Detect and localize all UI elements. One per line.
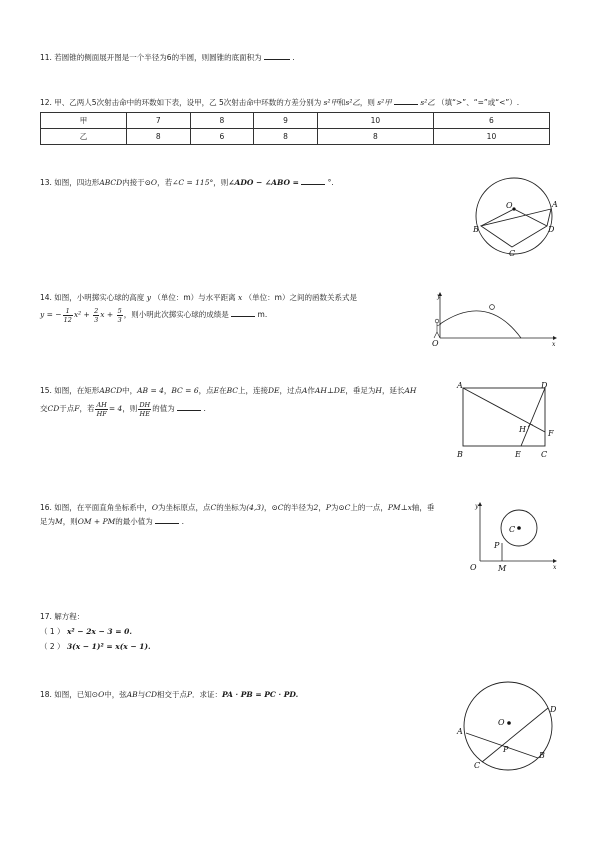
q16-c: C — [210, 503, 217, 512]
q17-part-1 — [40, 625, 132, 638]
label-O: O — [498, 718, 505, 727]
label-C: C — [509, 249, 516, 258]
question-16 — [40, 501, 434, 514]
q15-bc2: BC — [226, 386, 238, 395]
axis-y-label: y — [437, 293, 441, 300]
q16-expr: OM + PM — [77, 517, 116, 526]
q14-eq: x² + — [73, 310, 90, 319]
q15-bc: BC = 6 — [171, 386, 199, 395]
row-label: 乙 — [41, 129, 127, 145]
q18-text: 与 — [137, 690, 146, 699]
label-B: B — [539, 751, 545, 760]
axis-x-label: x — [552, 341, 556, 348]
origin-label: O — [432, 339, 439, 348]
q17-title: 17. 解方程： — [40, 612, 85, 621]
label-A: A — [457, 727, 463, 736]
q15-ab: AB = 4 — [137, 386, 164, 395]
frac-num: AH — [96, 400, 107, 409]
q16-text: 为 — [330, 503, 339, 512]
q16-figure — [465, 498, 560, 573]
label-M: M — [498, 564, 507, 573]
q14-text: （单位：m）之间的函数关系式是 — [244, 293, 357, 302]
label-O: O — [506, 201, 513, 210]
q15-cd: CD — [47, 404, 60, 413]
frac-num: 5 — [117, 306, 122, 315]
q13-circle: ⊙O — [144, 178, 158, 187]
table-cell: 8 — [127, 129, 191, 145]
q16-m: M — [55, 517, 63, 526]
q15-text: 作 — [307, 386, 315, 395]
q16-o: O — [151, 503, 158, 512]
q18-p: P — [186, 690, 193, 699]
q12-then: ，则 — [359, 98, 375, 107]
part-number: （ 2 ） — [40, 642, 65, 651]
q18-text: 中，弦 — [104, 690, 127, 699]
q14-text: （单位：m）与水平距离 — [153, 293, 236, 302]
row-label: 甲 — [41, 113, 127, 129]
table-row — [41, 113, 550, 129]
table-cell: 6 — [190, 129, 254, 145]
q15-text: 15. 如图，在矩形 — [40, 386, 100, 395]
q17-part-2 — [40, 640, 151, 653]
q16-text: 的坐标为 — [216, 503, 247, 512]
q13-text: 内接于 — [122, 178, 145, 187]
score-table — [40, 112, 550, 145]
q14-figure — [425, 288, 560, 348]
q15-rect: ABCD — [99, 386, 123, 395]
q16-text: 的最小值为 — [115, 517, 153, 526]
q14-text: 14. 如图，小明掷实心球的高度 — [40, 293, 145, 302]
label-F: F — [548, 429, 554, 438]
q14-unit: m. — [257, 310, 268, 319]
label-A: A — [457, 381, 463, 390]
answer-blank — [301, 176, 325, 185]
q16-text: 为坐标原点，点 — [157, 503, 211, 512]
q14-y: y — [146, 293, 151, 302]
question-16-line2 — [40, 515, 184, 528]
label-H: H — [519, 425, 526, 434]
table-cell: 6 — [433, 113, 549, 129]
q15-text: 的值为 — [152, 404, 175, 413]
q16-text: ，则 — [62, 517, 78, 526]
q15-text: 中， — [122, 386, 138, 395]
frac-num: DH — [139, 400, 151, 409]
q15-text: 交 — [40, 404, 48, 413]
q15-de: DE — [268, 386, 280, 395]
q16-text: 16. 如图，在平面直角坐标系中， — [40, 503, 152, 512]
table-row — [41, 129, 550, 145]
axis-y-label: y — [475, 503, 479, 510]
q18-text: 18. 如图，已知⊙ — [40, 690, 99, 699]
q14-text: ，则小明此次掷实心球的成绩是 — [123, 310, 229, 319]
q13-text: ，若 — [157, 178, 173, 187]
q15-eq: = 4 — [108, 404, 123, 413]
equation-1: x² − 2x − 3 = 0. — [66, 627, 132, 636]
question-15 — [40, 384, 416, 397]
q18-text: 相交于点 — [156, 690, 187, 699]
variance-jia-2: s²甲 — [377, 98, 392, 107]
label-D: D — [548, 225, 555, 234]
q15-text: ，若 — [79, 404, 95, 413]
q15-figure — [455, 380, 560, 462]
variance-yi: s²乙 — [345, 98, 360, 107]
q12-text: 12. 甲、乙两人5次射击命中的环数如下表，设甲，乙 5次射击命中环数的方差分别为 — [40, 98, 322, 107]
q15-end: . — [203, 404, 206, 413]
q18-text: ．求证： — [192, 690, 223, 699]
q15-e: E — [213, 386, 220, 395]
q16-text: 足为 — [40, 517, 55, 526]
frac-den: 3 — [94, 315, 99, 324]
answer-blank — [264, 51, 290, 60]
label-B: B — [473, 225, 479, 234]
answer-blank — [155, 515, 179, 524]
table-cell: 8 — [190, 113, 254, 129]
question-15-line2 — [40, 399, 206, 419]
label-D: D — [550, 705, 557, 714]
q15-text: ，点 — [198, 386, 214, 395]
question-14 — [40, 291, 357, 304]
frac-num: 2 — [94, 306, 99, 315]
q15-text: 上，连接 — [238, 386, 268, 395]
table-cell: 9 — [254, 113, 318, 129]
q15-text: ，垂足为 — [345, 386, 376, 395]
answer-blank — [177, 402, 201, 411]
q16-text: 的半径为 — [283, 503, 314, 512]
q15-ah: AH — [404, 386, 417, 395]
frac-den: HF — [96, 409, 107, 418]
question-13 — [40, 176, 334, 189]
q18-o: O — [98, 690, 105, 699]
frac-den: 12 — [63, 315, 72, 324]
q16-p: P — [325, 503, 331, 512]
q15-a: A — [302, 386, 308, 395]
frac-num: 1 — [63, 307, 73, 316]
q13-angle: ∠C = 115° — [172, 178, 214, 187]
q18-cd: CD — [145, 690, 157, 699]
q15-text: ，则 — [122, 404, 138, 413]
answer-blank — [394, 96, 418, 105]
question-12 — [40, 96, 519, 109]
q15-text: 于点 — [59, 404, 75, 413]
label-B: B — [457, 450, 463, 459]
label-P: P — [503, 745, 509, 754]
q18-figure — [452, 680, 562, 775]
q15-f: F — [74, 404, 80, 413]
q16-r: 2 — [313, 503, 319, 512]
q13-figure — [468, 172, 560, 260]
axis-x-label: x — [553, 564, 557, 571]
q18-expr: PA · PB = PC · PD. — [222, 690, 299, 699]
equation-2: 3(x − 1)² = x(x − 1). — [66, 642, 151, 651]
variance-jia: s²甲 — [323, 98, 338, 107]
q11-end: . — [292, 53, 295, 62]
origin-label: O — [470, 563, 477, 572]
q15-text: ，延长 — [381, 386, 405, 395]
q16-text: ， — [318, 503, 326, 512]
table-cell: 10 — [433, 129, 549, 145]
table-cell: 7 — [127, 113, 191, 129]
q13-text: ，则 — [213, 178, 229, 187]
table-cell: 8 — [254, 129, 318, 145]
question-17 — [40, 610, 84, 623]
q11-text: 11. 若圆锥的侧面展开图是一个半径为6的半圆，则圆锥的底面积为 — [40, 53, 262, 62]
q14-eq: x + — [100, 310, 114, 319]
answer-blank — [231, 308, 255, 317]
label-C: C — [509, 525, 516, 534]
table-cell: 8 — [317, 129, 433, 145]
q16-text: ， — [264, 503, 272, 512]
q15-perp: AH⊥DE — [314, 386, 346, 395]
variance-yi-2: s²乙 — [420, 98, 435, 107]
q16-text: 轴，垂 — [411, 503, 435, 512]
q16-text: 上的一点， — [350, 503, 388, 512]
label-A: A — [552, 200, 558, 209]
q13-quad: ABCD — [99, 178, 123, 187]
q15-text: 在 — [219, 386, 227, 395]
label-D: D — [541, 381, 548, 390]
q12-and: 和 — [338, 98, 346, 107]
q18-ab: AB — [126, 690, 138, 699]
q16-coord: (4,3) — [246, 503, 264, 512]
q15-text: ，过点 — [279, 386, 302, 395]
q15-h: H — [375, 386, 382, 395]
frac-den: HE — [139, 409, 150, 418]
q15-text: ， — [163, 386, 172, 395]
q16-circ2: ⊙C — [338, 503, 351, 512]
question-18 — [40, 688, 298, 701]
label-C: C — [474, 761, 481, 770]
q12-fill-hint: （填“>”、“=”或“<”）. — [437, 98, 520, 107]
table-cell: 10 — [317, 113, 433, 129]
q14-x: x — [238, 293, 243, 302]
q16-end: . — [181, 517, 184, 526]
q13-text: 13. 如图，四边形 — [40, 178, 100, 187]
part-number: （ 1 ） — [40, 627, 65, 636]
label-P: P — [494, 541, 500, 550]
q16-circ: ⊙C — [271, 503, 284, 512]
label-C: C — [541, 450, 548, 459]
q13-end: °. — [327, 178, 334, 187]
q16-pm: PM⊥x — [387, 503, 412, 512]
label-E: E — [515, 450, 521, 459]
question-11 — [40, 51, 295, 64]
q14-eq: y = − — [40, 310, 62, 319]
question-14-formula — [40, 305, 267, 325]
frac-den: 3 — [117, 315, 122, 324]
q13-expr: ∠ADO − ∠ABO = — [228, 178, 299, 187]
